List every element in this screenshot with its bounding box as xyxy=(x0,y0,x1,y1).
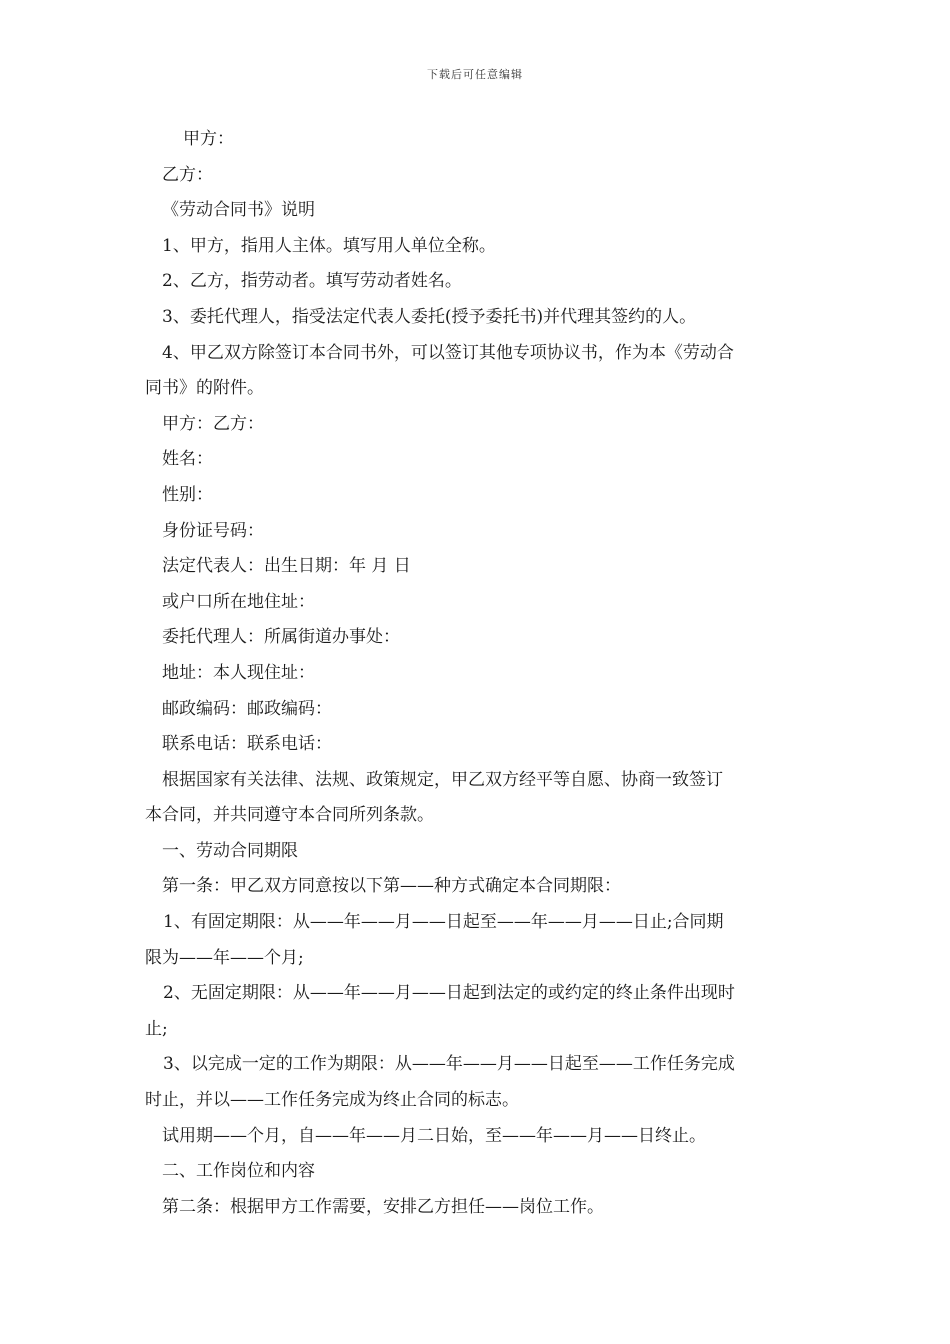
gender-field: 性别： xyxy=(162,484,213,505)
party-b-line: 乙方： xyxy=(162,164,213,185)
postcode-field: 邮政编码：邮政编码： xyxy=(162,698,332,719)
household-address-field: 或户口所在地住址： xyxy=(162,591,315,612)
article-2: 第二条：根据甲方工作需要，安排乙方担任——岗位工作。 xyxy=(162,1196,604,1217)
id-number-field: 身份证号码： xyxy=(162,520,264,541)
party-a-line: 甲方： xyxy=(183,129,234,149)
instruction-item-4: 4、甲乙双方除签订本合同书外，可以签订其他专项协议书，作为本《劳动合 xyxy=(162,342,734,363)
instruction-item-3: 3、委托代理人，指受法定代表人委托(授予委托书)并代理其签约的人。 xyxy=(162,306,697,327)
preamble-line: 根据国家有关法律、法规、政策规定，甲乙双方经平等自愿、协商一致签订 xyxy=(162,769,723,790)
section-2-heading: 二、工作岗位和内容 xyxy=(162,1161,315,1182)
term-option-3-cont: 时止，并以——工作任务完成为终止合同的标志。 xyxy=(145,1090,519,1111)
instruction-item-1: 1、甲方，指用人主体。填写用人单位全称。 xyxy=(162,235,496,256)
term-option-2: 2、无固定期限：从——年——月——日起到法定的或约定的终止条件出现时 xyxy=(163,983,735,1004)
term-option-1: 1、有固定期限：从——年——月——日起至——年——月——日止;合同期 xyxy=(163,912,724,933)
address-field: 地址：本人现住址： xyxy=(162,662,315,683)
article-1: 第一条：甲乙双方同意按以下第——种方式确定本合同期限： xyxy=(162,876,621,897)
probation-line: 试用期——个月，自——年——月二日始，至——年——月——日终止。 xyxy=(162,1125,706,1146)
phone-field: 联系电话：联系电话： xyxy=(162,734,332,755)
name-field: 姓名： xyxy=(162,449,213,470)
parties-header: 甲方：乙方： xyxy=(162,413,264,434)
instruction-item-2: 2、乙方，指劳动者。填写劳动者姓名。 xyxy=(162,271,462,292)
page-header: 下载后可任意编辑 xyxy=(427,68,523,81)
term-option-3: 3、以完成一定的工作为期限：从——年——月——日起至——工作任务完成 xyxy=(163,1054,735,1075)
contract-body xyxy=(145,122,813,1225)
legal-rep-field: 法定代表人：出生日期：年 月 日 xyxy=(162,556,411,577)
preamble-line-cont: 本合同，并共同遵守本合同所列条款。 xyxy=(145,805,434,826)
agent-field: 委托代理人：所属街道办事处： xyxy=(162,627,400,648)
instructions-title: 《劳动合同书》说明 xyxy=(162,200,315,221)
term-option-2-cont: 止; xyxy=(145,1018,168,1039)
instruction-item-4-cont: 同书》的附件。 xyxy=(145,378,264,399)
section-1-heading: 一、劳动合同期限 xyxy=(162,840,298,861)
term-option-1-cont: 限为——年——个月; xyxy=(145,947,304,968)
